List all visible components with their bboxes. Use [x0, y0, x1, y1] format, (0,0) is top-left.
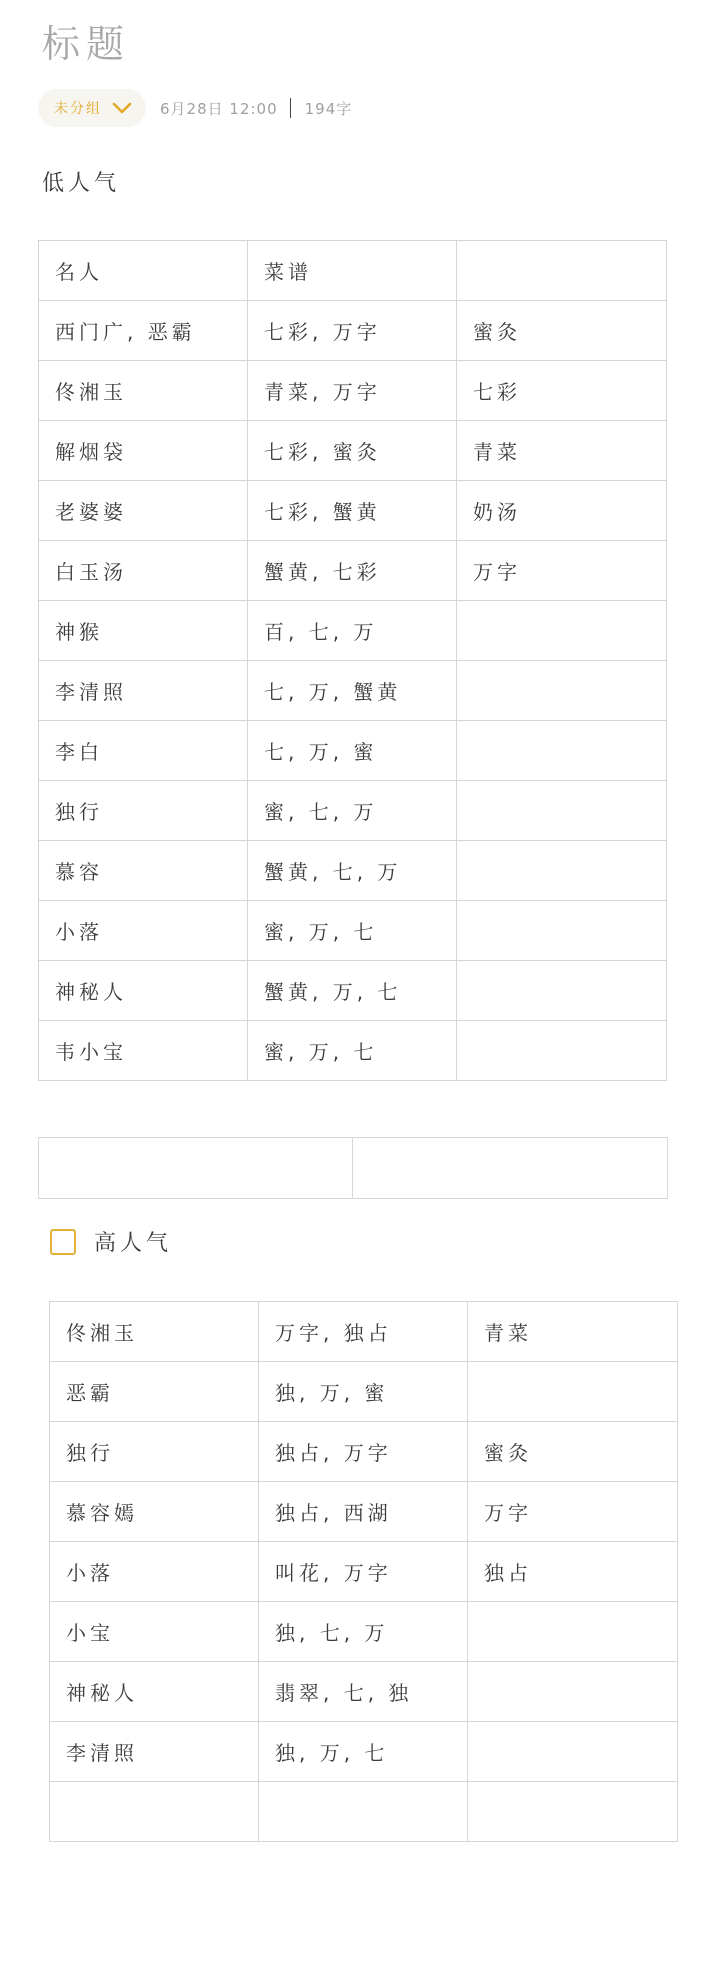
- table-cell[interactable]: [457, 841, 667, 901]
- table-row: [39, 721, 667, 781]
- table-cell[interactable]: [457, 721, 667, 781]
- table-row: [50, 1662, 678, 1722]
- table-cell[interactable]: [50, 1782, 259, 1842]
- table-row: [39, 901, 667, 961]
- table-cell[interactable]: 白玉汤: [39, 541, 248, 601]
- table-row: [50, 1782, 678, 1842]
- table-cell[interactable]: 蜜, 七, 万: [248, 781, 457, 841]
- table-cell[interactable]: 青菜, 万字: [248, 361, 457, 421]
- table-cell[interactable]: [468, 1362, 678, 1422]
- table-row: [50, 1602, 678, 1662]
- note-date: 6月28日 12:00: [160, 99, 278, 118]
- table-cell[interactable]: [468, 1662, 678, 1722]
- table-cell[interactable]: 独占: [468, 1542, 678, 1602]
- table-cell[interactable]: 神猴: [39, 601, 248, 661]
- table-cell[interactable]: 独, 七, 万: [259, 1602, 468, 1662]
- table-cell[interactable]: 青菜: [457, 421, 667, 481]
- table-cell[interactable]: 佟湘玉: [39, 361, 248, 421]
- table-cell[interactable]: [259, 1782, 468, 1842]
- table-row: [39, 781, 667, 841]
- table-cell[interactable]: 西门广, 恶霸: [39, 301, 248, 361]
- table-cell[interactable]: 翡翠, 七, 独: [259, 1662, 468, 1722]
- table-cell[interactable]: 蜜灸: [468, 1422, 678, 1482]
- table-cell[interactable]: [468, 1602, 678, 1662]
- table-row: [39, 301, 667, 361]
- table-row: [39, 361, 667, 421]
- table-cell[interactable]: 七彩, 蜜灸: [248, 421, 457, 481]
- table-cell[interactable]: 慕容: [39, 841, 248, 901]
- table-cell[interactable]: 七彩, 蟹黄: [248, 481, 457, 541]
- table-cell[interactable]: [457, 601, 667, 661]
- table-cell[interactable]: 七彩, 万字: [248, 301, 457, 361]
- table-cell[interactable]: 小宝: [50, 1602, 259, 1662]
- group-label: 未分组: [54, 101, 102, 117]
- group-selector-button[interactable]: [38, 89, 146, 127]
- checklist-label[interactable]: 高人气: [94, 1231, 173, 1256]
- table-cell[interactable]: 蟹黄, 万, 七: [248, 961, 457, 1021]
- table-cell[interactable]: 万字: [468, 1482, 678, 1542]
- table-row: [39, 961, 667, 1021]
- table-cell[interactable]: 李白: [39, 721, 248, 781]
- chevron-down-icon: [112, 101, 132, 115]
- table-cell[interactable]: 独, 万, 七: [259, 1722, 468, 1782]
- table-cell[interactable]: 七, 万, 蟹黄: [248, 661, 457, 721]
- table-cell[interactable]: 神秘人: [50, 1662, 259, 1722]
- table-row: [39, 481, 667, 541]
- table-row: [39, 661, 667, 721]
- table-cell[interactable]: 独占, 西湖: [259, 1482, 468, 1542]
- table-cell[interactable]: 叫花, 万字: [259, 1542, 468, 1602]
- table-row: [39, 421, 667, 481]
- note-meta: [38, 88, 352, 128]
- table-cell[interactable]: 七, 万, 蜜: [248, 721, 457, 781]
- table-row: [50, 1362, 678, 1422]
- table-cell[interactable]: 小落: [39, 901, 248, 961]
- table-cell[interactable]: 七彩: [457, 361, 667, 421]
- table-cell[interactable]: 蟹黄, 七彩: [248, 541, 457, 601]
- table-row: [50, 1482, 678, 1542]
- table-cell[interactable]: [39, 1138, 353, 1199]
- table-cell[interactable]: 韦小宝: [39, 1021, 248, 1081]
- table-cell[interactable]: 独占, 万字: [259, 1422, 468, 1482]
- table-row: [50, 1302, 678, 1362]
- table-cell[interactable]: 万字, 独占: [259, 1302, 468, 1362]
- table-cell[interactable]: 慕容嫣: [50, 1482, 259, 1542]
- table-cell[interactable]: 名人: [39, 241, 248, 301]
- table-row: [39, 841, 667, 901]
- checklist-item: [50, 1226, 172, 1257]
- table-cell[interactable]: 蟹黄, 七, 万: [248, 841, 457, 901]
- section-heading[interactable]: 低人气: [42, 171, 121, 196]
- table-cell[interactable]: [468, 1782, 678, 1842]
- table-cell[interactable]: 奶汤: [457, 481, 667, 541]
- table-cell[interactable]: 神秘人: [39, 961, 248, 1021]
- table-cell[interactable]: 李清照: [39, 661, 248, 721]
- todo-checkbox[interactable]: [50, 1229, 76, 1255]
- table-cell[interactable]: 恶霸: [50, 1362, 259, 1422]
- table-cell[interactable]: 蜜, 万, 七: [248, 901, 457, 961]
- empty-table: [38, 1137, 668, 1199]
- table-cell[interactable]: [457, 961, 667, 1021]
- table-cell[interactable]: 万字: [457, 541, 667, 601]
- table-cell[interactable]: 蜜, 万, 七: [248, 1021, 457, 1081]
- table-cell[interactable]: 解烟袋: [39, 421, 248, 481]
- table-cell[interactable]: 小落: [50, 1542, 259, 1602]
- table-row: [50, 1422, 678, 1482]
- table-cell[interactable]: [457, 661, 667, 721]
- table-row: [39, 541, 667, 601]
- table-cell[interactable]: [457, 781, 667, 841]
- note-title[interactable]: 标题: [42, 22, 131, 66]
- table-cell[interactable]: [457, 241, 667, 301]
- table-cell[interactable]: 独行: [50, 1422, 259, 1482]
- high-popularity-table: [49, 1301, 678, 1842]
- table-cell[interactable]: 佟湘玉: [50, 1302, 259, 1362]
- table-cell[interactable]: 老婆婆: [39, 481, 248, 541]
- table-row: [39, 241, 667, 301]
- table-row: [39, 1138, 668, 1199]
- table-cell[interactable]: 菜谱: [248, 241, 457, 301]
- word-count: 194字: [304, 99, 353, 118]
- table-cell[interactable]: 青菜: [468, 1302, 678, 1362]
- table-row: [39, 601, 667, 661]
- table-cell[interactable]: [457, 901, 667, 961]
- table-cell[interactable]: 独行: [39, 781, 248, 841]
- table-cell[interactable]: 独, 万, 蜜: [259, 1362, 468, 1422]
- meta-divider: [290, 98, 291, 118]
- low-popularity-table: [38, 240, 667, 1081]
- table-row: [50, 1542, 678, 1602]
- table-row: [39, 1021, 667, 1081]
- table-cell[interactable]: [353, 1138, 668, 1199]
- table-cell[interactable]: [468, 1722, 678, 1782]
- table-row: [50, 1722, 678, 1782]
- table-cell[interactable]: 李清照: [50, 1722, 259, 1782]
- table-cell[interactable]: [457, 1021, 667, 1081]
- table-cell[interactable]: 蜜灸: [457, 301, 667, 361]
- table-cell[interactable]: 百, 七, 万: [248, 601, 457, 661]
